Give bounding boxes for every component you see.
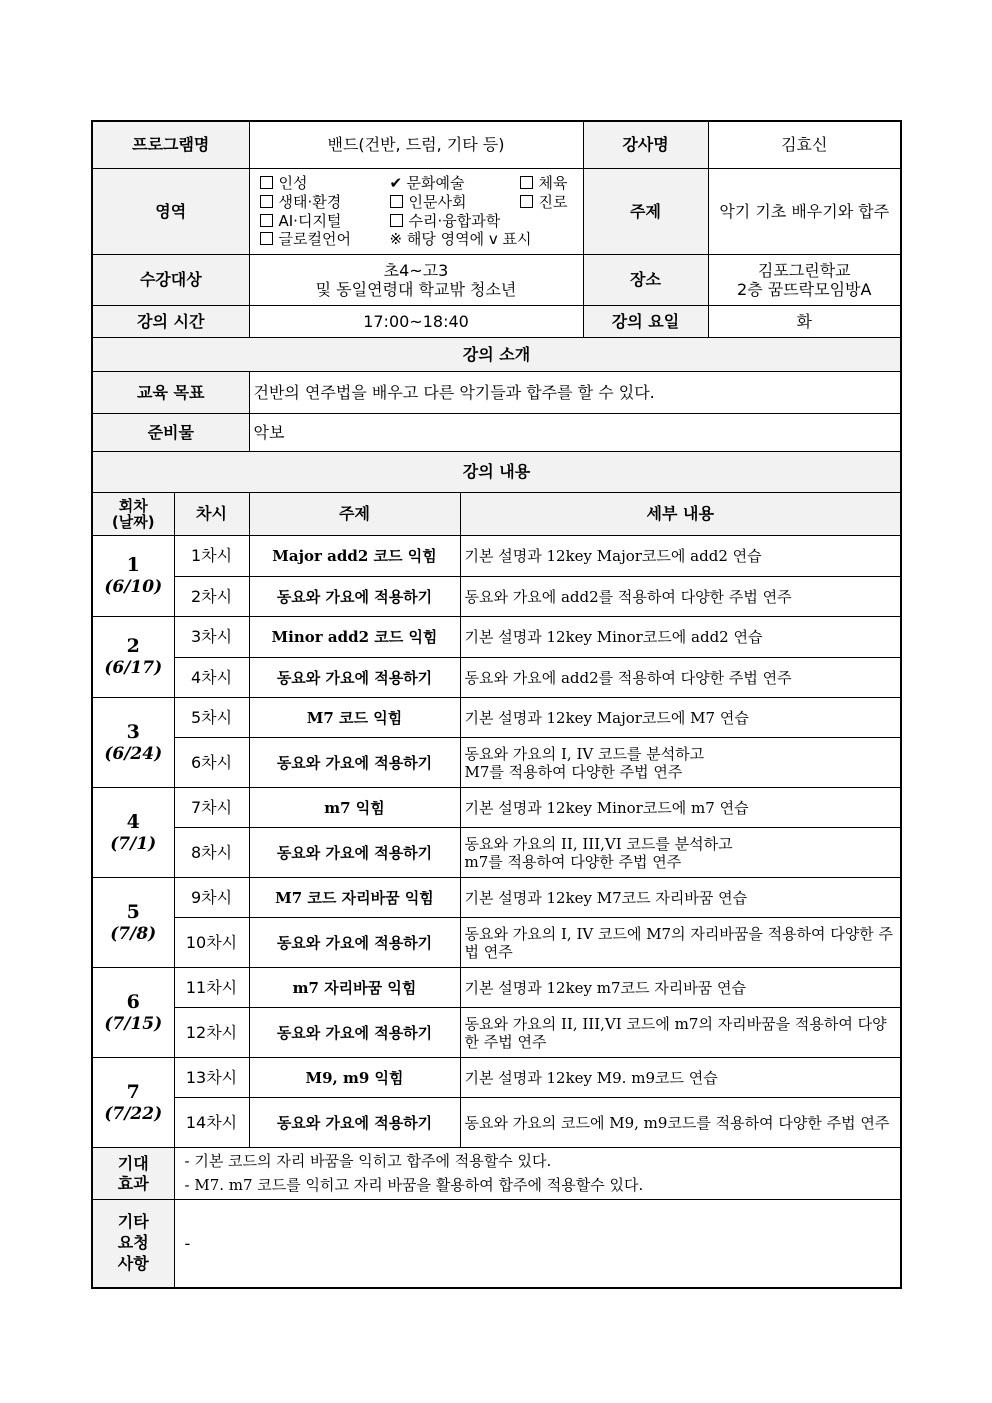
detail-cell: 기본 설명과 12key m7코드 자리바꿈 연습: [460, 968, 901, 1008]
round-date: (6/17): [104, 658, 163, 679]
class-cell: 3차시: [174, 617, 249, 658]
class-cell: 14차시: [174, 1098, 249, 1148]
place-label: 장소: [584, 255, 709, 305]
area-item: 진로: [520, 193, 579, 212]
class-cell: 8차시: [174, 828, 249, 878]
detail-cell: 동요와 가요의 II, III,VI 코드를 분석하고 m7를 적용하여 다양한 주법 연주: [460, 828, 901, 878]
time-value: 17:00~18:40: [249, 306, 583, 338]
round-cell: [92, 617, 174, 698]
topic-cell: 동요와 가요에 적용하기: [249, 658, 460, 698]
place-line: 2층 꿈뜨락모임방A: [737, 280, 872, 299]
round-number: 5: [126, 900, 140, 923]
topic-cell: 동요와 가요에 적용하기: [249, 918, 460, 968]
round-cell: [92, 1058, 174, 1148]
target-label: 수강대상: [92, 255, 249, 306]
round-cell: [92, 536, 174, 617]
place-cell: [583, 255, 901, 306]
round-date: (6/24): [104, 743, 163, 764]
detail-cell: 동요와 가요의 코드에 M9, m9코드를 적용하여 다양한 주법 연주: [460, 1098, 901, 1148]
day-cell: [583, 306, 901, 338]
topic-cell: m7 자리바꿈 익힘: [249, 968, 460, 1008]
topic-cell: 동요와 가요에 적용하기: [249, 577, 460, 617]
class-cell: 4차시: [174, 658, 249, 698]
round-cell: [92, 698, 174, 788]
round-date: (7/8): [110, 923, 157, 944]
col-detail-header: 세부 내용: [460, 493, 901, 536]
checkbox-icon: [260, 214, 273, 227]
area-note: ※ 해당 영역에 v 표시: [389, 230, 532, 249]
round-number: 7: [126, 1080, 140, 1103]
area-item: AI·디지털: [260, 212, 390, 231]
effect-cell: [174, 1148, 901, 1200]
round-number: 1: [126, 554, 140, 577]
topic-cell: M9, m9 익힘: [249, 1058, 460, 1098]
detail-cell: 기본 설명과 12key Major코드에 add2 연습: [460, 536, 901, 577]
round-cell: [92, 878, 174, 968]
effect-label: 기대 효과: [92, 1148, 174, 1200]
place-value: [709, 255, 901, 305]
topic-cell: [583, 169, 901, 255]
detail-cell: 기본 설명과 12key Minor코드에 m7 연습: [460, 788, 901, 828]
class-cell: 9차시: [174, 878, 249, 918]
area-item: 인문사회: [390, 193, 520, 212]
detail-cell: 동요와 가요의 II, III,VI 코드에 m7의 자리바꿈을 적용하여 다양한 주법 연주: [460, 1008, 901, 1058]
round-number: 3: [126, 720, 140, 743]
checkbox-icon: [520, 195, 533, 208]
class-cell: 7차시: [174, 788, 249, 828]
area-item: 수리·융합과학: [390, 212, 579, 231]
materials-label: 준비물: [92, 414, 249, 452]
class-cell: 1차시: [174, 536, 249, 577]
detail-cell: 동요와 가요에 add2를 적용하여 다양한 주법 연주: [460, 577, 901, 617]
checkbox-icon: [390, 195, 403, 208]
request-label: 기타 요청 사항: [92, 1200, 174, 1288]
detail-cell: 동요와 가요에 add2를 적용하여 다양한 주법 연주: [460, 658, 901, 698]
round-date: (7/15): [104, 1013, 163, 1034]
checkbox-icon: [390, 214, 403, 227]
detail-cell: 기본 설명과 12key Minor코드에 add2 연습: [460, 617, 901, 658]
detail-cell: 기본 설명과 12key M9. m9코드 연습: [460, 1058, 901, 1098]
topic-cell: 동요와 가요에 적용하기: [249, 1098, 460, 1148]
round-number: 6: [126, 990, 140, 1013]
topic-value: 악기 기초 배우기와 합주: [719, 201, 890, 221]
class-cell: 11차시: [174, 968, 249, 1008]
day-label: 강의 요일: [584, 306, 709, 337]
effect-line: - M7. m7 코드를 익히고 자리 바꿈을 활용하여 합주에 적용할수 있다.: [184, 1175, 644, 1194]
round-date: (6/10): [104, 577, 163, 598]
area-item: 체육: [520, 174, 579, 193]
round-cell: [92, 788, 174, 878]
round-number: 2: [126, 635, 140, 658]
goal-label: 교육 목표: [92, 372, 249, 414]
place-line: 김포그린학교: [757, 260, 851, 280]
topic-label: 주제: [584, 169, 709, 254]
lecture-plan-table: [91, 120, 902, 1289]
class-cell: 13차시: [174, 1058, 249, 1098]
col-round-header: 회차 (날짜): [92, 493, 174, 536]
instructor-cell: [583, 121, 901, 169]
checkbox-icon: [260, 195, 273, 208]
program-value: 밴드(건반, 드럼, 기타 등): [249, 121, 583, 169]
class-cell: 2차시: [174, 577, 249, 617]
class-cell: 12차시: [174, 1008, 249, 1058]
topic-cell: m7 익힘: [249, 788, 460, 828]
instructor-value: 김효신: [781, 135, 828, 155]
checkbox-icon: [260, 176, 273, 189]
topic-cell: 동요와 가요에 적용하기: [249, 738, 460, 788]
area-item: 생태·환경: [260, 193, 390, 212]
round-date: (7/1): [110, 833, 157, 854]
area-item: 글로컬언어: [260, 230, 390, 249]
class-cell: 10차시: [174, 918, 249, 968]
target-line: 초4~고3: [383, 260, 449, 280]
topic-cell: M7 코드 익힘: [249, 698, 460, 738]
area-cell: [249, 169, 583, 255]
target-value: [249, 255, 583, 306]
day-value: 화: [796, 311, 812, 331]
area-label: 영역: [92, 169, 249, 255]
round-cell: [92, 968, 174, 1058]
topic-cell: 동요와 가요에 적용하기: [249, 1008, 460, 1058]
content-title: 강의 내용: [92, 452, 901, 493]
program-label: 프로그램명: [92, 121, 249, 169]
checkbox-icon: [260, 232, 273, 245]
instructor-label: 강사명: [584, 122, 709, 168]
materials-value: 악보: [249, 414, 901, 452]
time-label: 강의 시간: [92, 306, 249, 338]
round-date: (7/22): [104, 1103, 163, 1124]
round-number: 4: [126, 810, 140, 833]
request-value: -: [174, 1200, 901, 1288]
class-cell: 5차시: [174, 698, 249, 738]
topic-cell: Minor add2 코드 익힘: [249, 617, 460, 658]
target-line: 및 동일연령대 학교밖 청소년: [315, 280, 517, 299]
class-cell: 6차시: [174, 738, 249, 788]
topic-cell: 동요와 가요에 적용하기: [249, 828, 460, 878]
detail-cell: 동요와 가요의 I, IV 코드를 분석하고 M7를 적용하여 다양한 주법 연주: [460, 738, 901, 788]
col-topic-header: 주제: [249, 493, 460, 536]
topic-cell: Major add2 코드 익힘: [249, 536, 460, 577]
detail-cell: 기본 설명과 12key M7코드 자리바꿈 연습: [460, 878, 901, 918]
area-checklist: [260, 172, 579, 251]
checkbox-icon: [520, 176, 533, 189]
effect-line: - 기본 코드의 자리 바꿈을 익히고 합주에 적용할수 있다.: [184, 1152, 552, 1171]
topic-cell: M7 코드 자리바꿈 익힘: [249, 878, 460, 918]
col-class-header: 차시: [174, 493, 249, 536]
area-item: 인성: [260, 174, 390, 193]
detail-cell: 동요와 가요의 I, IV 코드에 M7의 자리바꿈을 적용하여 다양한 주법 연주: [460, 918, 901, 968]
goal-value: 건반의 연주법을 배우고 다른 악기들과 합주를 할 수 있다.: [249, 372, 901, 414]
intro-title: 강의 소개: [92, 338, 901, 372]
checkmark-icon: ✔: [389, 174, 403, 192]
detail-cell: 기본 설명과 12key Major코드에 M7 연습: [460, 698, 901, 738]
area-item: ✔ 문화예술: [389, 174, 465, 192]
